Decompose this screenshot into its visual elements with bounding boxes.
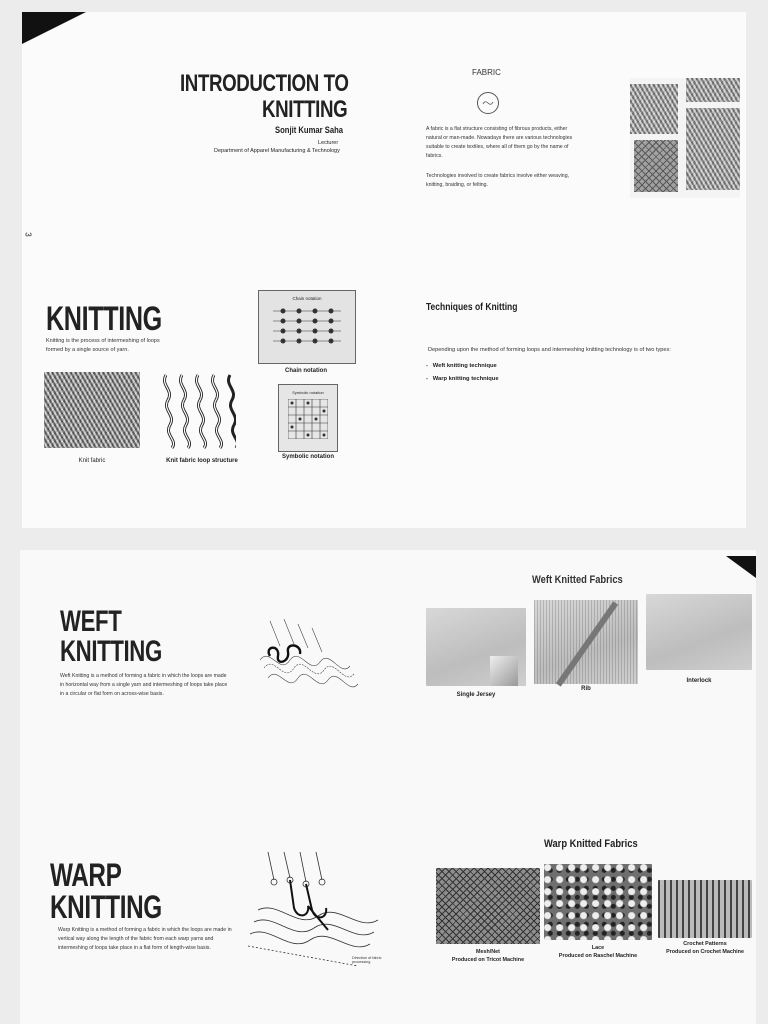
slide7-definition: Warp Knitting is a method of forming a fabric in which the loops are made in vertical way along the length of the fabric from each warp yarns and intermeshing of loops take place in a flat form of length-wise basis. <box>58 927 232 951</box>
slide5-title-line2: KNITTING <box>60 635 162 668</box>
chain-box-title: Chain notation <box>292 296 322 301</box>
caption-loop-structure: Knit fabric loop structure <box>166 458 238 464</box>
slide5-title-line1: WEFT <box>60 605 122 638</box>
slide1-title-line2: KNITTING <box>262 96 348 123</box>
caption-rib: Rib <box>581 686 591 692</box>
weft-knitting-diagram <box>250 616 370 700</box>
slide8-heading: Warp Knitted Fabrics <box>544 838 638 850</box>
warp-knitting-diagram <box>238 850 388 970</box>
slide3-title: KNITTING <box>46 300 162 338</box>
loop-structure-diagram <box>160 370 236 450</box>
slide3-definition: Knitting is the process of intermeshing of loops formed by a single source of yarn. <box>46 338 160 353</box>
slide1-department: Department of Apparel Manufacturing & Technology <box>214 148 340 154</box>
slide2-heading: FABRIC <box>472 68 501 77</box>
techniques-list <box>426 360 499 386</box>
diagram-label: Direction of fabric processing <box>352 956 382 964</box>
caption-symbolic-notation: Symbolic notation <box>281 454 334 460</box>
single-jersey-image <box>426 608 526 686</box>
corner-mark <box>22 12 86 44</box>
symbolic-notation-grid <box>288 399 328 439</box>
slide4-intro: Depending upon the method of forming loops and intermeshing knitting technology is of two types: <box>428 347 671 353</box>
fabric-types-image <box>630 78 740 198</box>
slide7-title-line2: KNITTING <box>50 889 162 925</box>
caption-crochet: Crochet Patterns Produced on Crochet Machine <box>666 941 744 955</box>
caption-lace: Lace Produced on Raschel Machine <box>558 945 638 959</box>
symbolic-notation-box <box>278 384 338 452</box>
document-sheet-bottom <box>20 550 756 1024</box>
slide4-heading: Techniques of Knitting <box>426 302 518 313</box>
interlock-image <box>646 594 752 670</box>
slide1-author: Sonjit Kumar Saha <box>275 125 344 135</box>
caption-knit-fabric: Knit fabric <box>78 458 106 464</box>
symbolic-box-title: Symbolic notation <box>292 390 324 395</box>
crochet-patterns-image <box>658 880 752 938</box>
corner-mark-right <box>726 556 756 578</box>
caption-chain-notation: Chain notation <box>285 368 327 374</box>
slide7-title-line1: WARP <box>50 857 122 893</box>
technique-item-warp: - Warp knitting technique <box>426 376 499 382</box>
slide6-heading: Weft Knitted Fabrics <box>532 574 623 586</box>
slide1-role: Lecturer <box>318 140 339 146</box>
slide2-para1: A fabric is a flat structure consisting of fibrous products, either natural or man-made. Nowadays there are various technologies suitable to create textiles, where all of them go by the name of fabrics. <box>426 126 573 159</box>
chain-notation-box <box>258 290 356 364</box>
knit-fabric-image <box>44 372 140 448</box>
caption-interlock: Interlock <box>686 678 712 684</box>
technique-item-weft: - Weft knitting technique <box>426 363 497 369</box>
rib-image <box>534 600 638 684</box>
fabric-logo-icon <box>477 92 499 114</box>
mesh-net-image <box>436 868 540 944</box>
caption-single-jersey: Single Jersey <box>456 692 496 698</box>
page-number: 3 <box>23 232 33 237</box>
document-sheet-top <box>22 12 746 528</box>
chain-notation-diagram <box>273 305 341 351</box>
slide5-definition: Weft Knitting is a method of forming a fabric in which the loops are made in horizontal way from a single yarn and intermeshing of loops take place in a circular or flat form on across-wise basis. <box>60 673 228 697</box>
lace-image <box>544 864 652 940</box>
caption-mesh-net: Mesh/Net Produced on Tricot Machine <box>451 949 525 963</box>
slide1-title-line1: INTRODUCTION TO <box>180 70 349 97</box>
slide2-para2: Technologies involved to create fabrics involve either weaving, knitting, braiding, or felting. <box>426 173 570 188</box>
